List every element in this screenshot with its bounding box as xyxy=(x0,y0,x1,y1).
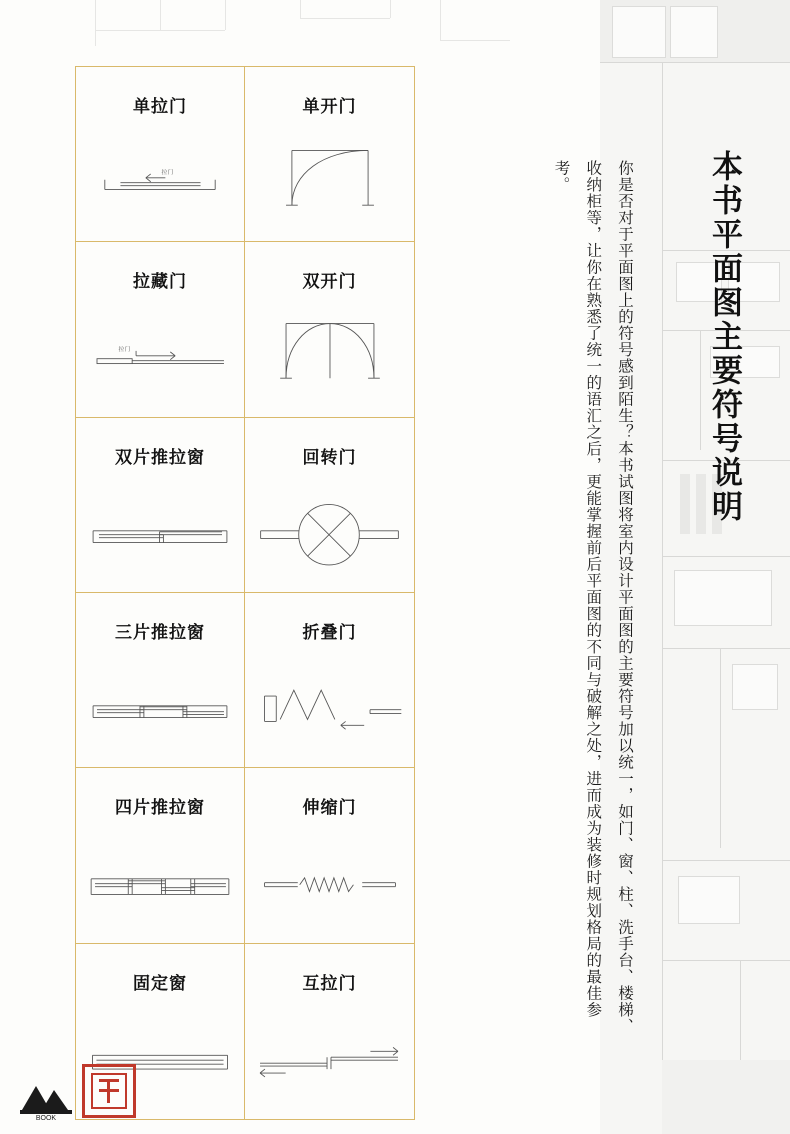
revolving-door-symbol xyxy=(245,480,414,592)
svg-text:拉门: 拉门 xyxy=(118,347,131,354)
pocket-sliding-door-symbol xyxy=(76,304,244,416)
symbol-label: 单拉门 xyxy=(133,97,187,116)
seal-stroke xyxy=(107,1079,110,1103)
single-sliding-door-symbol xyxy=(76,129,244,241)
symbol-label: 三片推拉窗 xyxy=(115,622,205,642)
three-panel-sliding-window-symbol xyxy=(76,655,244,767)
symbol-label: 双片推拉窗 xyxy=(115,447,205,467)
table-cell-bi-parting-sliding-door xyxy=(245,944,414,1119)
publisher-seal-logo xyxy=(82,1064,136,1118)
symbol-label: 四片推拉窗 xyxy=(115,798,205,818)
svg-text:拉门: 拉门 xyxy=(161,169,174,176)
symbol-label: 折叠门 xyxy=(302,622,357,642)
symbol-label: 拉藏门 xyxy=(133,272,187,292)
bi-parting-sliding-door-symbol xyxy=(245,1006,414,1119)
table-cell-two-panel-sliding-window xyxy=(76,418,245,593)
symbol-label: 回转门 xyxy=(302,447,357,467)
symbol-label: 固定窗 xyxy=(133,973,187,993)
symbol-label: 互拉门 xyxy=(302,973,357,993)
single-swing-door-symbol xyxy=(245,129,414,241)
logo-text: BOOK xyxy=(35,1115,57,1120)
table-cell-pocket-sliding-door xyxy=(76,242,245,417)
table-cell-four-panel-sliding-window xyxy=(76,768,245,943)
accordion-door-symbol xyxy=(245,830,414,942)
table-cell-folding-door xyxy=(245,593,414,768)
four-panel-sliding-window-symbol xyxy=(76,830,244,942)
intro-paragraph: 你是否对于平面图上的符号感到陌生？本书试图将室内设计平面图的主要符号加以统一，如门、窗、柱、洗手台、楼梯、收纳柜等，让你在熟悉了统一的语汇之后，更能掌握前后平面图的不同与破解之处，进而成为装修时规划格局的最佳参考。 xyxy=(552,160,633,1035)
folding-door-symbol xyxy=(245,655,414,767)
table-cell-single-swing-door xyxy=(245,67,414,242)
symbol-label: 伸缩门 xyxy=(302,798,357,818)
table-cell-single-sliding-door xyxy=(76,67,245,242)
symbol-label: 单开门 xyxy=(302,97,357,116)
mountain-book-logo xyxy=(18,1074,74,1120)
table-cell-three-panel-sliding-window xyxy=(76,593,245,768)
symbol-legend-table xyxy=(75,66,415,1120)
symbol-label: 双开门 xyxy=(302,272,357,292)
table-cell-double-swing-door xyxy=(245,242,414,417)
background-plan-top xyxy=(0,0,600,60)
double-swing-door-symbol xyxy=(245,304,414,416)
page-title: 本书平面图主要符号说明 xyxy=(707,150,742,524)
two-panel-sliding-window-symbol xyxy=(76,480,244,592)
table-cell-accordion-door xyxy=(245,768,414,943)
table-cell-revolving-door xyxy=(245,418,414,593)
